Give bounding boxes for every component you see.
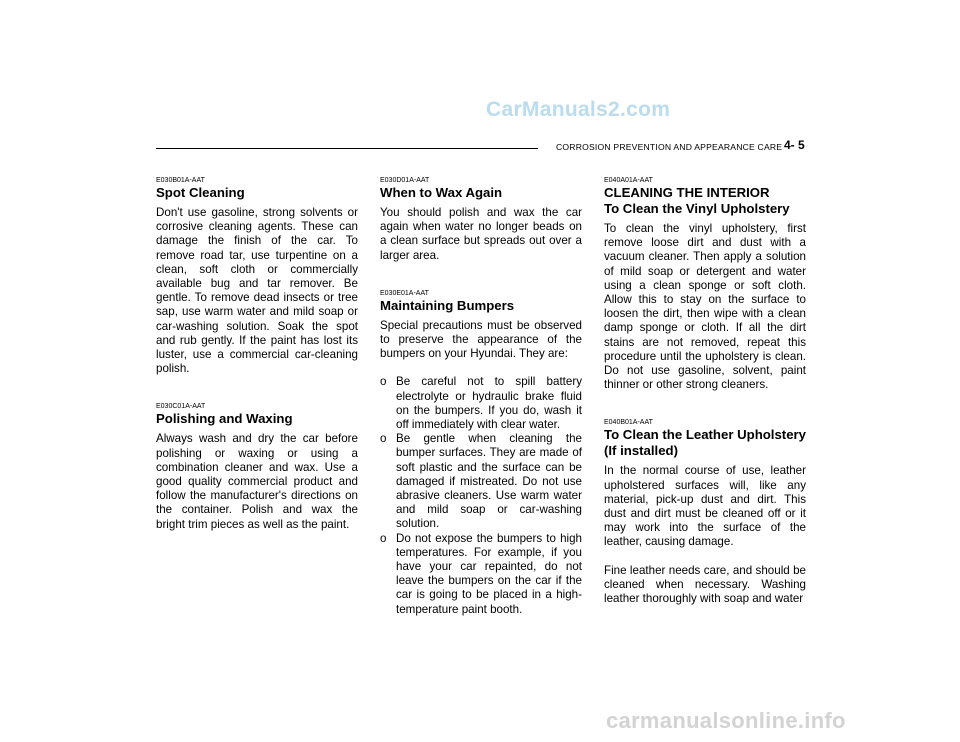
section-body: Fine leather needs care, and should be cleaned when necessary. Washing leather thoroughly with soap and water (604, 563, 806, 606)
section-body: Special precautions must be observed to preserve the appearance of the bumpers on your Hyundai. They are: (380, 318, 582, 361)
list-item-text: Do not expose the bumpers to high temperatures. For example, if you have your car repainted, do not leave the bumpers on the car if the car is going to be placed in a high-temperature paint booth. (396, 531, 582, 616)
section-code: E030D01A-AAT (380, 177, 430, 184)
section-body: Always wash and dry the car before polishing or waxing or using a combination cleaner and wax. Use a good quality commercial product and follow the manufacturer's directions on the container. Polish and wax the bright trim pieces as well as the paint. (156, 432, 358, 531)
section-heading: When to Wax Again (380, 185, 503, 200)
bullet-mark: o (380, 375, 387, 389)
column-2 (380, 176, 582, 617)
column-3 (604, 176, 806, 606)
bullet-mark: o (380, 531, 387, 545)
list-item (380, 375, 582, 432)
bullet-mark: o (380, 432, 387, 446)
section-code: E030B01A-AAT (156, 177, 205, 184)
section-heading: Spot Cleaning (156, 185, 245, 200)
bumper-precautions-list (380, 375, 582, 616)
list-item-text: Be gentle when cleaning the bumper surfaces. They are made of soft plastic and the surface can be damaged if mistreated. Do not use abrasive cleaners. Use warm water and mild soap or car-washing solution. (396, 432, 582, 531)
list-item (380, 532, 582, 617)
list-item-text: Be careful not to spill battery electrolyte or hydraulic brake fluid on the bumpers. If you do, wash it off immediately with clear water. (396, 375, 582, 432)
section-body: You should polish and wax the car again when water no longer beads on a clean surface but spreads out over a larger area. (380, 206, 582, 262)
watermark-carmanualsonline: carmanualsonline.info (606, 708, 846, 733)
section-heading: Polishing and Waxing (156, 411, 293, 427)
section-heading: To Clean the Leather Upholstery (If installed) (604, 427, 806, 459)
section-code: E040B01A-AAT (604, 419, 653, 427)
section-heading: CLEANING THE INTERIOR (604, 185, 770, 200)
section-heading: Maintaining Bumpers (380, 297, 515, 313)
header-rule (156, 148, 538, 149)
section-body: To clean the vinyl upholstery, first remove loose dirt and dust with a vacuum cleaner. Then apply a solution of mild soap or detergent and water using a clean sponge or soft cloth. Allow this to stay on the surface to loosen the dirt, then wipe with a clean damp sponge or cloth. If all the dirt stains are not removed, repeat this procedure until the upholstery is clean. Do not use gasoline, solvent, paint thinner or other strong cleaners. (604, 222, 806, 392)
section-code: E030C01A-AAT (156, 403, 206, 411)
section-code: E040A01A-AAT (604, 177, 653, 184)
section-title: CORROSION PREVENTION AND APPEARANCE CARE (556, 142, 783, 152)
column-1 (156, 176, 358, 532)
section-body: In the normal course of use, leather upholstered surfaces will, like any material, pick-up dust and dirt. This dust and dirt must be cleaned off or it may work into the surface of the leather, causing damage. (604, 464, 806, 549)
section-code: E030E01A-AAT (380, 289, 429, 297)
section-subheading: To Clean the Vinyl Upholstery (604, 201, 790, 216)
watermark-carmanuals2: CarManuals2.com (486, 98, 671, 121)
section-body: Don't use gasoline, strong solvents or corrosive cleaning agents. These can damage the finish of the car. To remove road tar, use turpentine on a clean, soft cloth or commercially available bug and tar remover. Be gentle. To remove dead insects or tree sap, use warm water and mild soap or car-washing solution. Soak the spot and rub gently. If the paint has lost its luster, use a commercial car-cleaning polish. (156, 206, 358, 376)
list-item (380, 432, 582, 531)
page-number: 4- 5 (784, 138, 805, 152)
